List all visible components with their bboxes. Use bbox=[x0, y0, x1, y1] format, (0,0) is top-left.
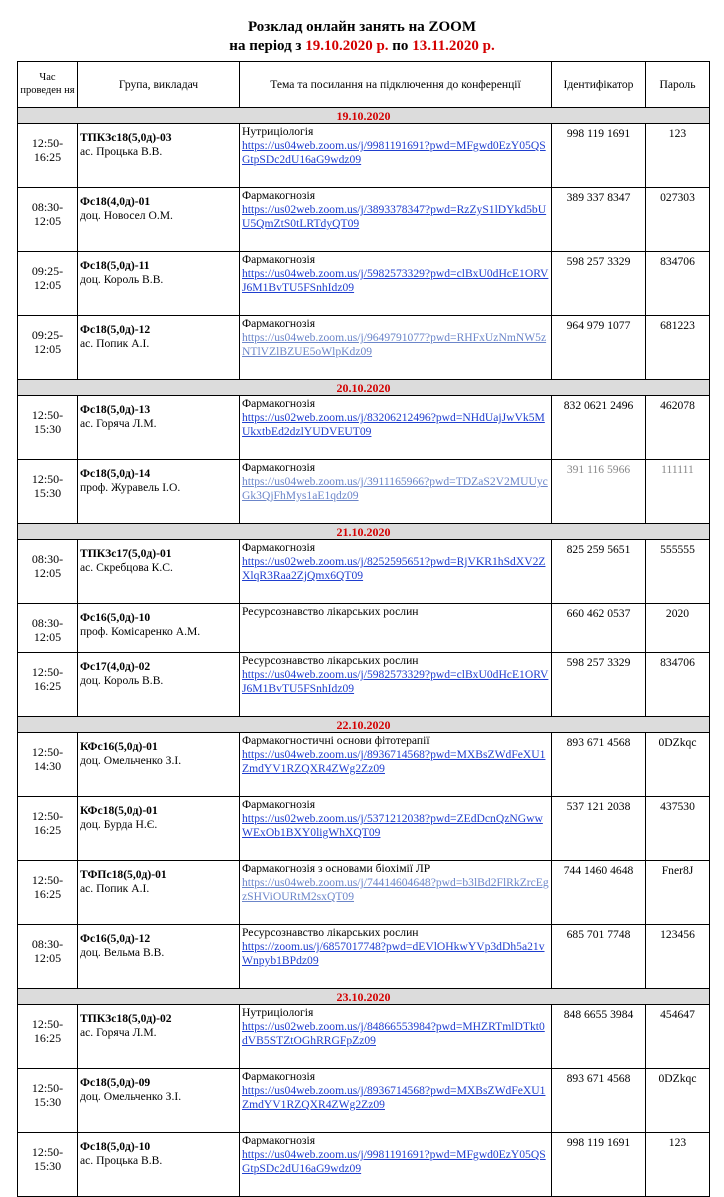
group-cell bbox=[78, 1005, 240, 1069]
password-cell: 0DZkqc bbox=[646, 733, 710, 797]
teacher-name: доц. Новосел О.М. bbox=[80, 209, 173, 222]
meeting-id-cell: 744 1460 4648 bbox=[552, 861, 646, 925]
topic-cell bbox=[240, 1133, 552, 1197]
subject-name: Ресурсознавство лікарських рослин bbox=[242, 654, 419, 667]
password-cell: 834706 bbox=[646, 653, 710, 717]
group-cell bbox=[78, 188, 240, 252]
zoom-link[interactable]: https://us02web.zoom.us/j/84866553984?pwd=MHZRTmlDTkt0dVB5STZtOGhRRGFpZz09 bbox=[242, 1020, 545, 1047]
header-topic: Тема та посилання на підключення до конференції bbox=[240, 62, 552, 108]
topic-cell bbox=[240, 188, 552, 252]
password-cell: 0DZkqc bbox=[646, 1069, 710, 1133]
group-code: Фс18(5,0д)-13 bbox=[80, 403, 151, 416]
title-prefix: на період з bbox=[229, 38, 306, 54]
topic-cell bbox=[240, 604, 552, 653]
time-cell: 12:50- 15:30 bbox=[18, 1133, 78, 1197]
group-code: ТПКЗс18(5,0д)-03 bbox=[80, 131, 172, 144]
meeting-id-cell: 964 979 1077 bbox=[552, 316, 646, 380]
group-code: Фс16(5,0д)-10 bbox=[80, 611, 151, 624]
meeting-id-cell: 998 119 1691 bbox=[552, 1133, 646, 1197]
meeting-id-cell: 848 6655 3984 bbox=[552, 1005, 646, 1069]
teacher-name: доц. Король В.В. bbox=[80, 273, 164, 286]
time-cell: 08:30- 12:05 bbox=[18, 188, 78, 252]
table-row bbox=[18, 1069, 710, 1133]
subject-name: Нутриціологія bbox=[242, 125, 314, 138]
password-cell: 123456 bbox=[646, 925, 710, 989]
subject-name: Фармакогнозія з основами біохімії ЛР bbox=[242, 862, 431, 875]
table-row bbox=[18, 124, 710, 188]
teacher-name: доц. Король В.В. bbox=[80, 674, 164, 687]
password-cell: Fner8J bbox=[646, 861, 710, 925]
time-cell: 08:30- 12:05 bbox=[18, 925, 78, 989]
title-middle: по bbox=[388, 38, 413, 54]
table-row bbox=[18, 396, 710, 460]
teacher-name: ас. Скребцова К.С. bbox=[80, 561, 173, 574]
teacher-name: ас. Процька В.В. bbox=[80, 145, 163, 158]
group-code: Фс18(5,0д)-14 bbox=[80, 467, 151, 480]
teacher-name: доц. Омельченко З.І. bbox=[80, 754, 182, 767]
group-cell bbox=[78, 925, 240, 989]
table-row bbox=[18, 460, 710, 524]
topic-cell bbox=[240, 540, 552, 604]
table-row bbox=[18, 188, 710, 252]
schedule-body bbox=[18, 108, 710, 1197]
date-label: 21.10.2020 bbox=[18, 524, 710, 540]
time-cell: 12:50- 15:30 bbox=[18, 460, 78, 524]
group-code: Фс16(5,0д)-12 bbox=[80, 932, 151, 945]
meeting-id-cell: 598 257 3329 bbox=[552, 252, 646, 316]
subject-name: Фармакогнозія bbox=[242, 541, 316, 554]
title-line-2 bbox=[0, 37, 724, 56]
table-row bbox=[18, 252, 710, 316]
group-code: Фс17(4,0д)-02 bbox=[80, 660, 151, 673]
topic-cell bbox=[240, 396, 552, 460]
teacher-name: ас. Процька В.В. bbox=[80, 1154, 163, 1167]
password-cell: 111111 bbox=[646, 460, 710, 524]
teacher-name: ас. Попик А.І. bbox=[80, 882, 150, 895]
subject-name: Ресурсознавство лікарських рослин bbox=[242, 926, 419, 939]
topic-cell bbox=[240, 733, 552, 797]
group-cell bbox=[78, 124, 240, 188]
password-cell: 555555 bbox=[646, 540, 710, 604]
table-row bbox=[18, 604, 710, 653]
subject-name: Фармакогнозія bbox=[242, 317, 316, 330]
subject-name: Фармакогнозія bbox=[242, 1134, 316, 1147]
meeting-id-cell: 660 462 0537 bbox=[552, 604, 646, 653]
password-cell: 834706 bbox=[646, 252, 710, 316]
teacher-name: проф. Журавель І.О. bbox=[80, 481, 181, 494]
date-separator-row bbox=[18, 108, 710, 124]
time-cell: 12:50- 15:30 bbox=[18, 396, 78, 460]
zoom-link[interactable]: https://us04web.zoom.us/j/74414604648?pwd=b3lBd2FlRkZrcEgzSHViOURtM2sxQT09 bbox=[242, 876, 549, 903]
meeting-id-cell: 598 257 3329 bbox=[552, 653, 646, 717]
table-row bbox=[18, 797, 710, 861]
group-cell bbox=[78, 653, 240, 717]
time-cell: 12:50- 16:25 bbox=[18, 797, 78, 861]
subject-name: Фармакогнозія bbox=[242, 1070, 316, 1083]
table-row bbox=[18, 733, 710, 797]
topic-cell bbox=[240, 124, 552, 188]
date-label: 19.10.2020 bbox=[18, 108, 710, 124]
meeting-id-cell: 893 671 4568 bbox=[552, 733, 646, 797]
title-date-to: 13.11.2020 р. bbox=[412, 38, 495, 54]
date-separator-row bbox=[18, 989, 710, 1005]
title-date-from: 19.10.2020 р. bbox=[305, 38, 389, 54]
password-cell: 027303 bbox=[646, 188, 710, 252]
zoom-link[interactable]: https://us04web.zoom.us/j/9981191691?pwd=MFgwd0EzY05QSGtpSDc2dU16aG9wdz09 bbox=[242, 139, 546, 166]
password-cell: 123 bbox=[646, 124, 710, 188]
header-id: Ідентифікатор bbox=[552, 62, 646, 108]
subject-name: Фармакогнозія bbox=[242, 189, 316, 202]
password-cell: 454647 bbox=[646, 1005, 710, 1069]
group-code: Фс18(5,0д)-12 bbox=[80, 323, 151, 336]
meeting-id-cell: 825 259 5651 bbox=[552, 540, 646, 604]
group-cell bbox=[78, 604, 240, 653]
date-separator-row bbox=[18, 380, 710, 396]
group-cell bbox=[78, 733, 240, 797]
subject-name: Фармакогностичні основи фітотерапії bbox=[242, 734, 430, 747]
group-code: ТПКЗс18(5,0д)-02 bbox=[80, 1012, 172, 1025]
topic-cell bbox=[240, 1005, 552, 1069]
time-cell: 09:25- 12:05 bbox=[18, 252, 78, 316]
group-code: КФс16(5,0д)-01 bbox=[80, 740, 158, 753]
table-row bbox=[18, 1005, 710, 1069]
meeting-id-cell: 893 671 4568 bbox=[552, 1069, 646, 1133]
password-cell: 681223 bbox=[646, 316, 710, 380]
header-password: Пароль bbox=[646, 62, 710, 108]
date-label: 20.10.2020 bbox=[18, 380, 710, 396]
group-code: Фс18(5,0д)-10 bbox=[80, 1140, 151, 1153]
zoom-link[interactable]: https://us04web.zoom.us/j/8936714568?pwd=MXBsZWdFeXU1ZmdYV1RZQXR4ZWg2Zz09 bbox=[242, 748, 546, 775]
zoom-link[interactable]: https://us04web.zoom.us/j/9649791077?pwd=RHFxUzNmNW5zNTlVZlBZUE5oWlpKdz09 bbox=[242, 331, 547, 358]
header-group: Група, викладач bbox=[78, 62, 240, 108]
title-line-1: Розклад онлайн занять на ZOOM bbox=[247, 19, 477, 35]
zoom-link[interactable]: https://us04web.zoom.us/j/5982573329?pwd=clBxU0dHcE1ORVJ6M1BvTU5FSnhIdz09 bbox=[242, 668, 549, 695]
table-row bbox=[18, 316, 710, 380]
teacher-name: доц. Омельченко З.І. bbox=[80, 1090, 182, 1103]
group-cell bbox=[78, 861, 240, 925]
group-cell bbox=[78, 396, 240, 460]
password-cell: 437530 bbox=[646, 797, 710, 861]
zoom-link[interactable]: https://us02web.zoom.us/j/3893378347?pwd=RzZyS1lDYkd5bUU5QmZtS0tLRTdyQT09 bbox=[242, 203, 547, 230]
subject-name: Ресурсознавство лікарських рослин bbox=[242, 605, 419, 618]
document-title bbox=[0, 18, 724, 56]
teacher-name: ас. Попик А.І. bbox=[80, 337, 150, 350]
group-cell bbox=[78, 252, 240, 316]
group-cell bbox=[78, 540, 240, 604]
teacher-name: доц. Бурда Н.Є. bbox=[80, 818, 158, 831]
table-row bbox=[18, 925, 710, 989]
zoom-link[interactable]: https://us04web.zoom.us/j/9981191691?pwd=MFgwd0EzY05QSGtpSDc2dU16aG9wdz09 bbox=[242, 1148, 546, 1175]
time-cell: 12:50- 15:30 bbox=[18, 1069, 78, 1133]
zoom-link[interactable]: https://us02web.zoom.us/j/8252595651?pwd=RjVKR1hSdXV2ZXlqR3Raa2ZjQmx6QT09 bbox=[242, 555, 546, 582]
group-cell bbox=[78, 1069, 240, 1133]
password-cell: 462078 bbox=[646, 396, 710, 460]
topic-cell bbox=[240, 316, 552, 380]
time-cell: 12:50- 16:25 bbox=[18, 861, 78, 925]
date-separator-row bbox=[18, 524, 710, 540]
zoom-link[interactable]: https://us02web.zoom.us/j/83206212496?pwd=NHdUajJwVk5MUkxtbEd2dzlYUDVEUT09 bbox=[242, 411, 545, 438]
meeting-id-cell: 389 337 8347 bbox=[552, 188, 646, 252]
subject-name: Фармакогнозія bbox=[242, 461, 316, 474]
topic-cell bbox=[240, 252, 552, 316]
time-cell: 09:25- 12:05 bbox=[18, 316, 78, 380]
subject-name: Фармакогнозія bbox=[242, 798, 316, 811]
group-code: ТПКЗс17(5,0д)-01 bbox=[80, 547, 172, 560]
zoom-link[interactable]: https://us02web.zoom.us/j/5371212038?pwd=ZEdDcnQzNGwwWExOb1BXY0ligWhXQT09 bbox=[242, 812, 543, 839]
group-code: ТФПс18(5,0д)-01 bbox=[80, 868, 167, 881]
group-code: Фс18(5,0д)-09 bbox=[80, 1076, 151, 1089]
group-cell bbox=[78, 1133, 240, 1197]
group-code: КФс18(5,0д)-01 bbox=[80, 804, 158, 817]
topic-cell bbox=[240, 1069, 552, 1133]
table-row bbox=[18, 540, 710, 604]
zoom-link[interactable]: https://zoom.us/j/6857017748?pwd=dEVlOHkwYVp3dDh5a21vWnpyb1BPdz09 bbox=[242, 940, 545, 967]
header-time: Час проведен ня bbox=[18, 62, 78, 108]
time-cell: 12:50- 16:25 bbox=[18, 1005, 78, 1069]
table-row bbox=[18, 861, 710, 925]
group-cell bbox=[78, 460, 240, 524]
topic-cell bbox=[240, 797, 552, 861]
table-row bbox=[18, 653, 710, 717]
time-cell: 08:30- 12:05 bbox=[18, 604, 78, 653]
teacher-name: ас. Горяча Л.М. bbox=[80, 1026, 157, 1039]
group-cell bbox=[78, 797, 240, 861]
time-cell: 12:50- 14:30 bbox=[18, 733, 78, 797]
topic-cell bbox=[240, 460, 552, 524]
schedule-table bbox=[17, 61, 710, 1197]
topic-cell bbox=[240, 861, 552, 925]
date-label: 23.10.2020 bbox=[18, 989, 710, 1005]
teacher-name: ас. Горяча Л.М. bbox=[80, 417, 157, 430]
subject-name: Нутриціологія bbox=[242, 1006, 314, 1019]
subject-name: Фармакогнозія bbox=[242, 397, 316, 410]
meeting-id-cell: 832 0621 2496 bbox=[552, 396, 646, 460]
date-label: 22.10.2020 bbox=[18, 717, 710, 733]
zoom-link[interactable]: https://us04web.zoom.us/j/8936714568?pwd=MXBsZWdFeXU1ZmdYV1RZQXR4ZWg2Zz09 bbox=[242, 1084, 546, 1111]
meeting-id-cell: 391 116 5966 bbox=[552, 460, 646, 524]
date-separator-row bbox=[18, 717, 710, 733]
time-cell: 12:50- 16:25 bbox=[18, 653, 78, 717]
group-code: Фс18(4,0д)-01 bbox=[80, 195, 151, 208]
teacher-name: проф. Комісаренко А.М. bbox=[80, 625, 201, 638]
group-code: Фс18(5,0д)-11 bbox=[80, 259, 150, 272]
topic-cell bbox=[240, 653, 552, 717]
password-cell: 123 bbox=[646, 1133, 710, 1197]
topic-cell bbox=[240, 925, 552, 989]
subject-name: Фармакогнозія bbox=[242, 253, 316, 266]
table-header-row bbox=[18, 62, 710, 108]
meeting-id-cell: 537 121 2038 bbox=[552, 797, 646, 861]
group-cell bbox=[78, 316, 240, 380]
meeting-id-cell: 998 119 1691 bbox=[552, 124, 646, 188]
zoom-link[interactable]: https://us04web.zoom.us/j/5982573329?pwd=clBxU0dHcE1ORVJ6M1BvTU5FSnhIdz09 bbox=[242, 267, 549, 294]
teacher-name: доц. Вельма В.В. bbox=[80, 946, 165, 959]
password-cell: 2020 bbox=[646, 604, 710, 653]
time-cell: 12:50- 16:25 bbox=[18, 124, 78, 188]
zoom-link[interactable]: https://us04web.zoom.us/j/3911165966?pwd=TDZaS2V2MUUycGk3QjFhMys1aE1qdz09 bbox=[242, 475, 548, 502]
table-row bbox=[18, 1133, 710, 1197]
meeting-id-cell: 685 701 7748 bbox=[552, 925, 646, 989]
time-cell: 08:30- 12:05 bbox=[18, 540, 78, 604]
